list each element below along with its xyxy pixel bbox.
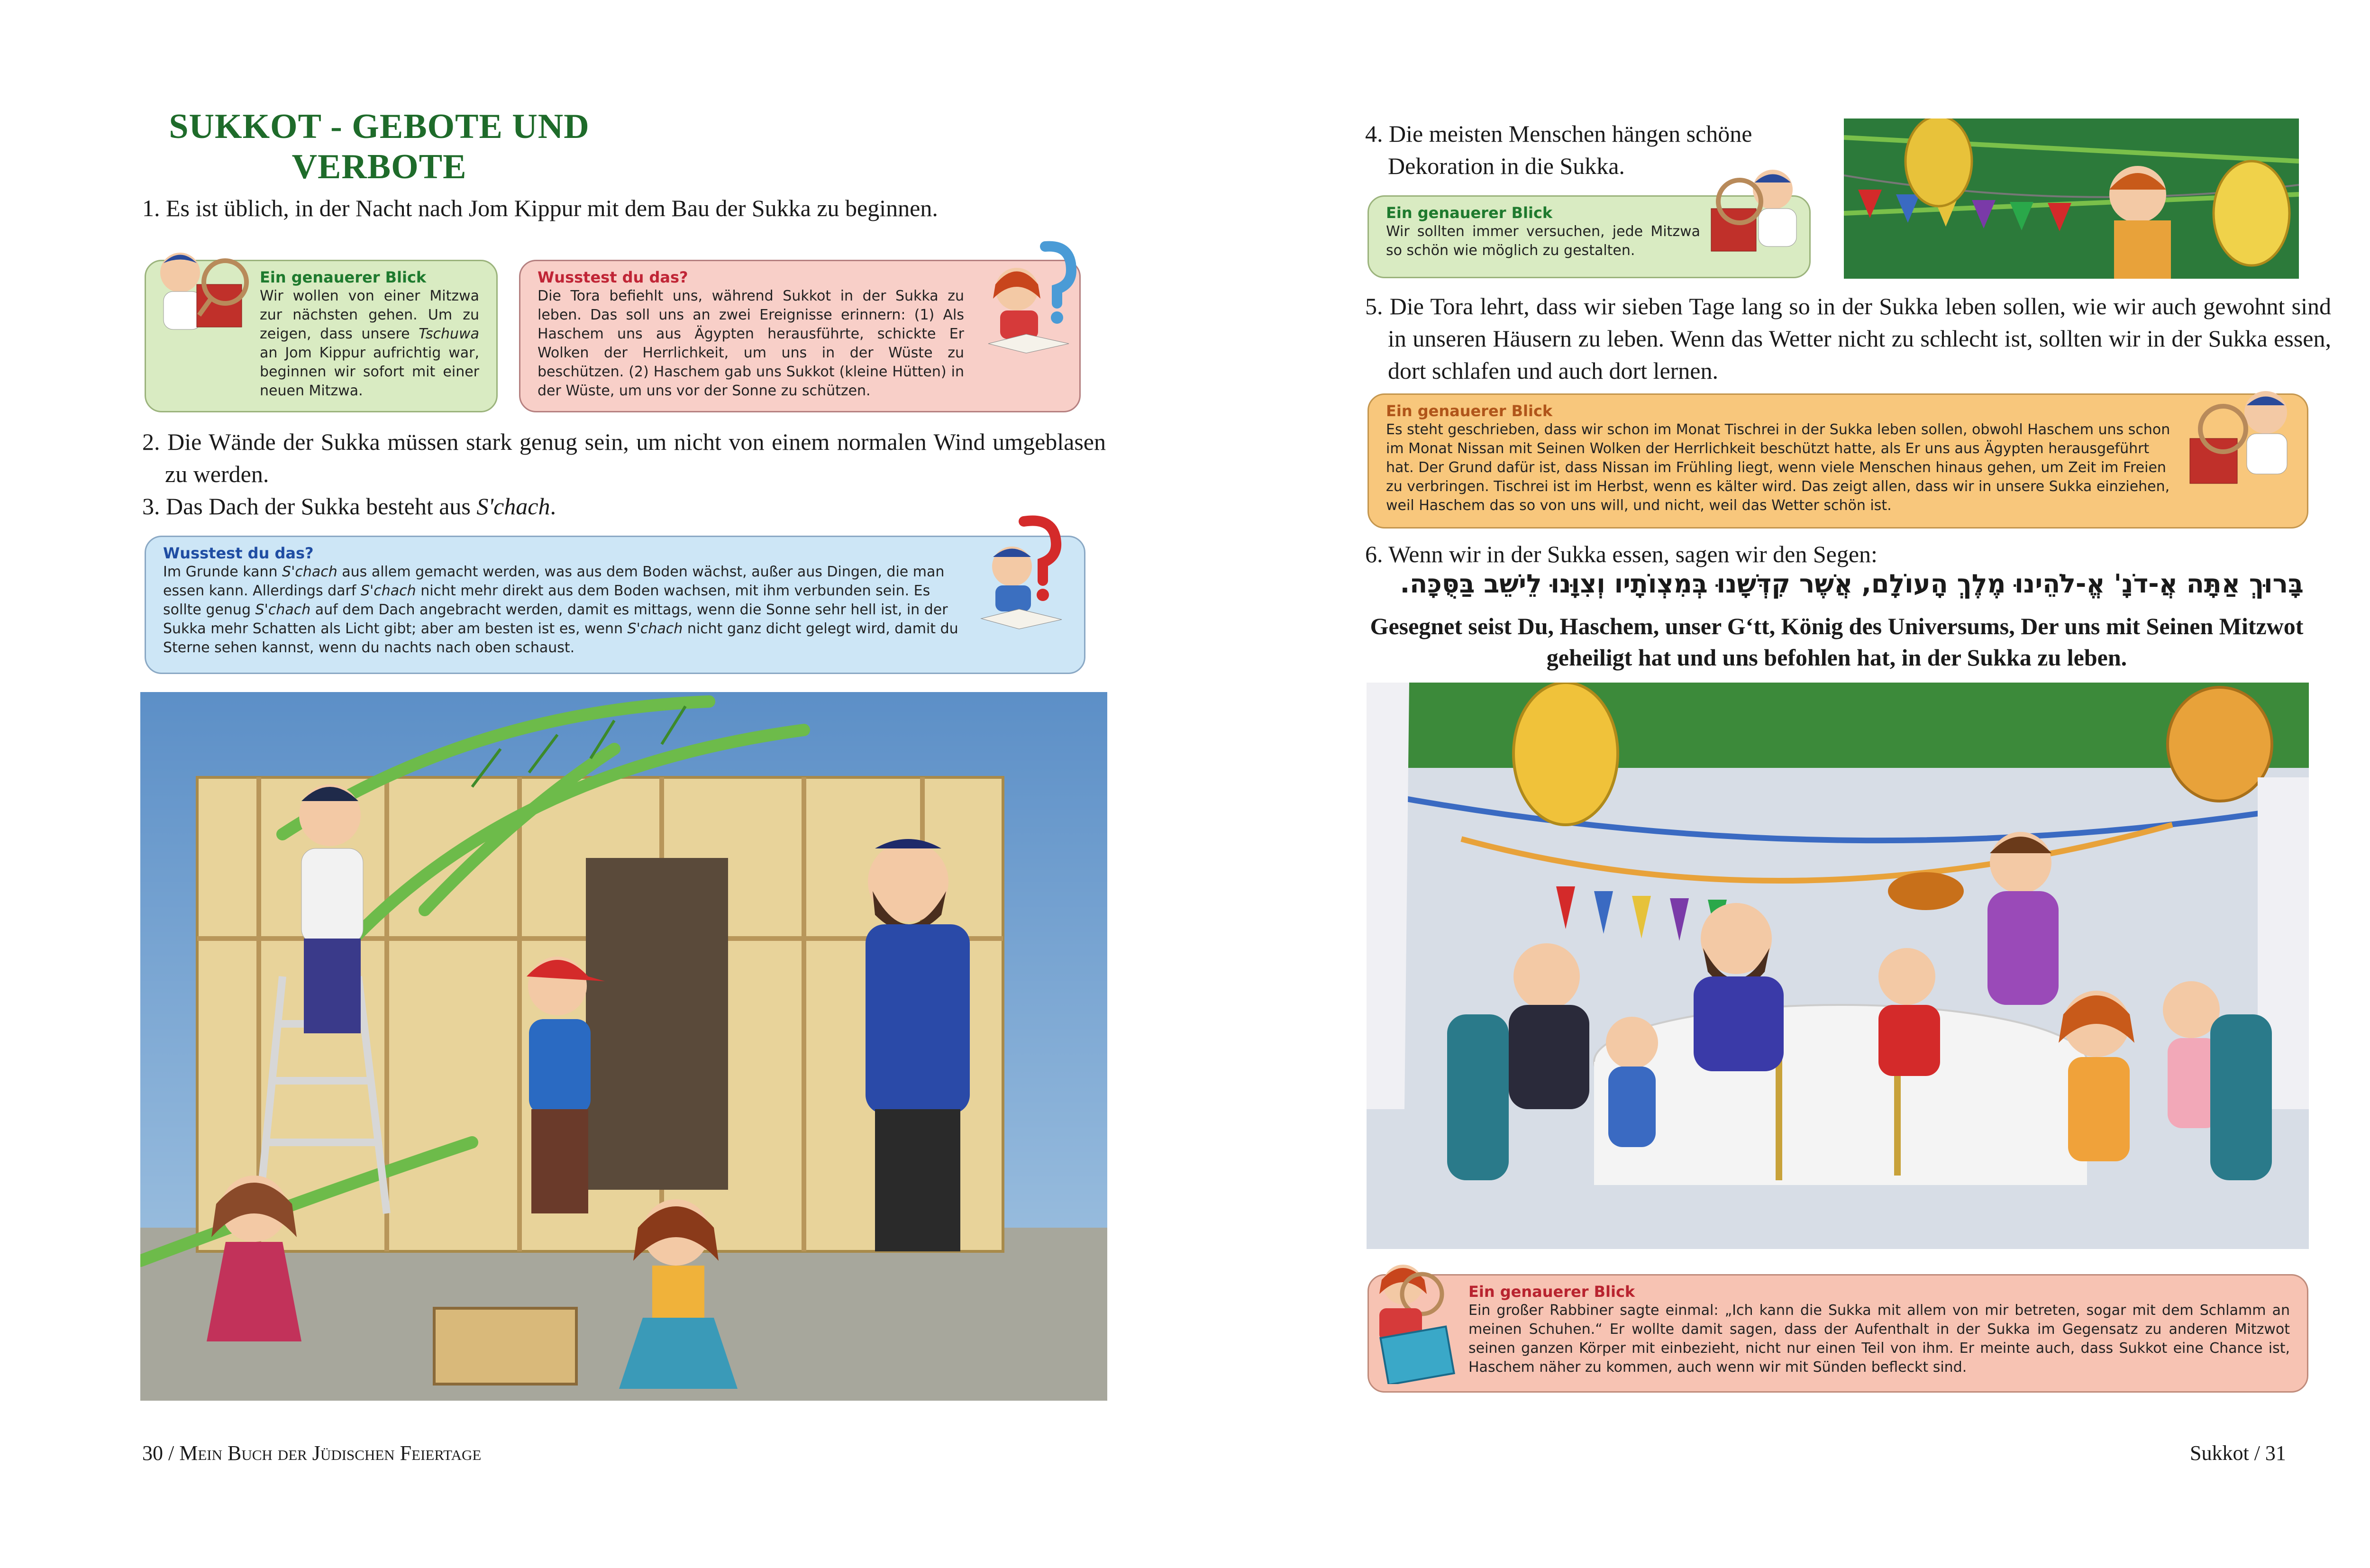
box-heading: Ein genauerer Blick	[1386, 204, 1553, 222]
box-heading: Ein genauerer Blick	[260, 268, 427, 286]
rule-item-1	[142, 192, 1113, 224]
question-boy-icon	[972, 510, 1090, 638]
box-heading: Ein genauerer Blick	[1468, 1283, 1635, 1301]
rule-number: 2.	[142, 428, 160, 455]
info-box-closer-look-tishrei	[1367, 393, 2308, 529]
rule-item-3: 3. Das Dach der Sukka besteht aus S'chach.	[142, 493, 556, 520]
box-text: Wir wollen von einer Mitzwa zur nächsten gehen. Um zu zeigen, dass unsere Tschuwa an Jom Kippur aufrichtig war, beginnen wir sofort mit einer neuen Mitzwa.	[260, 288, 479, 399]
rule-number: 1.	[142, 195, 160, 221]
rule-item-5	[1365, 290, 2331, 387]
rule-item-6	[1365, 538, 2331, 570]
reading-girl-icon	[1365, 1251, 1469, 1384]
box-heading: Wusstest du das?	[163, 544, 314, 562]
rule-number: 3.	[142, 493, 160, 520]
rule-number: 6.	[1365, 541, 1383, 567]
page-title: SUKKOT - GEBOTE UND VERBOTE	[169, 107, 590, 186]
reading-boy-icon	[1702, 161, 1815, 270]
reading-girl-icon	[974, 237, 1093, 365]
rule-number: 5.	[1365, 293, 1383, 319]
reading-boy-icon	[2180, 384, 2304, 502]
box-text: Die Tora befiehlt uns, während Sukkot in der Sukka zu leben. Das soll uns an zwei Ereignisse erinnern: (1) Als Haschem uns aus Ägypten herausführte, schickte Er Wolken der Herrlichkeit, um uns in der Wüste zu beschützen. (2) Haschem gab uns Sukkot (kleine Hütten) in der Wüste, um uns vor der Sonne zu schützen.	[538, 288, 964, 399]
hebrew-blessing: בָּרוּךְ אַתָּה אֲ-דֹנָ' אֱ-לֹהֵינוּ מֶלֶךְ הָעוֹלָם, אֲשֶׁר קִדְּשָׁנוּ בְּמִצְוֹתָיו וְצִוָּנוּ לֵישֵׁב בַּסֻּכָּה.	[1400, 569, 2304, 599]
reading-boy-icon	[145, 239, 268, 344]
sukka-meal-illustration	[1367, 683, 2309, 1249]
box-text: Im Grunde kann S'chach aus allem gemacht werden, was aus dem Boden wächst, außer aus Dingen, die man essen kann. Allerdings darf S'chach nicht mehr direkt aus dem Boden wachsen, mit ihm verbunden sein. Es sollte genug S'chach auf dem Dach angebracht werden, damit es mittags, wenn die Sonne sehr hell ist, in der Sukka mehr Schatten als Licht gibt; aber am besten ist es, wenn S'chach nicht ganz dicht gelegt wird, damit du Sterne sehen kannst, wenn du nachts nach oben schaust.	[163, 564, 958, 656]
rule-text: Die Tora lehrt, dass wir sieben Tage lang so in der Sukka leben sollen, wie wir auch gewohnt sind in unseren Häusern zu leben. Wenn das Wetter nicht zu schlecht ist, sollten wir in der Sukka essen, dort schlafen und auch dort lernen.	[1388, 293, 2332, 384]
footer-left: 30 / Mein Buch der Jüdischen Feiertage	[142, 1441, 482, 1465]
box-text: Es steht geschrieben, dass wir schon im Monat Tischrei in der Sukka leben sollen, obwohl Haschem uns schon im Monat Nissan mit Seinen Wolken der Herrlichkeit beschützt hatte, als Er uns aus Ägypten herausgeführt hat. Der Grund dafür ist, dass Nissan im Frühling liegt, wenn viele Menschen hinaus gehen, um Zeit im Freien zu verbringen. Tischrei ist im Herbst, wenn es kälter wird. Das zeigt allen, dass wir in unsere Sukka einziehen, weil Haschem das so von uns will, und nicht, weil das Wetter schön ist.	[1386, 421, 2170, 514]
blessing-translation: Gesegnet seist Du, Haschem, unser G‘tt, König des Universums, Der uns mit Seinen Mitzwot geheiligt hat und uns befohlen hat, in der Sukka zu leben.	[1370, 613, 2304, 671]
rule-text: Die Wände der Sukka müssen stark genug sein, um nicht von einem normalen Wind umgeblasen zu werden.	[165, 428, 1106, 487]
info-box-did-you-know-schach	[145, 536, 1085, 674]
info-box-closer-look-rabbi	[1367, 1274, 2308, 1393]
box-text: Wir sollten immer versuchen, jede Mitzwa so schön wie möglich zu gestalten.	[1386, 223, 1700, 259]
footer-right: Sukkot / 31	[2190, 1441, 2286, 1465]
decorations-illustration	[1844, 119, 2299, 279]
box-text: Ein großer Rabbiner sagte einmal: „Ich kann die Sukka mit allem von mir betreten, sogar mit dem Schlamm an meinen Schuhen.“ Er wollte damit sagen, dass der Aufenthalt in der Sukka im Gegensatz zu anderen Mitzwot seinen ganzen Körper mit einbezieht, nicht nur einen Teil von ihm. Er meinte auch, dass Sukkot eine Chance ist, Haschem näher zu kommen, auch wenn wir mit Sünden befleckt sind.	[1468, 1302, 2290, 1376]
rule-text: Es ist üblich, in der Nacht nach Jom Kippur mit dem Bau der Sukka zu beginnen.	[166, 195, 938, 221]
rule-text: Die meisten Menschen hängen schöne Dekoration in die Sukka.	[1388, 120, 1752, 179]
rule-text: Wenn wir in der Sukka essen, sagen wir den Segen:	[1388, 541, 1878, 567]
box-heading: Wusstest du das?	[538, 268, 688, 286]
rule-number: 4.	[1365, 120, 1383, 147]
rule-item-2	[142, 426, 1106, 490]
box-heading: Ein genauerer Blick	[1386, 402, 1553, 420]
sukka-building-illustration	[140, 692, 1107, 1401]
